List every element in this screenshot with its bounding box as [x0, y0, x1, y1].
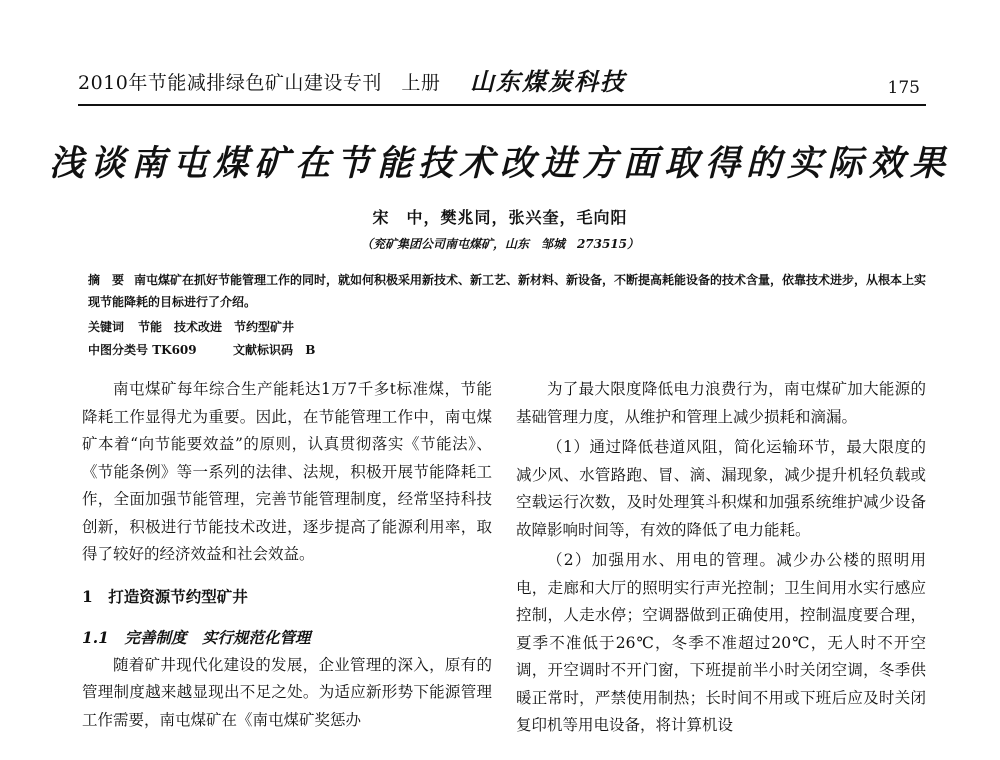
- keywords: [88, 318, 294, 335]
- keywords-label: 关键词: [88, 320, 125, 334]
- journal-logo: 山东煤炭科技: [470, 67, 626, 96]
- subsection-heading: 1.1 完善制度 实行规范化管理: [82, 628, 311, 647]
- abstract: [88, 269, 928, 313]
- body-column-left: [82, 376, 492, 734]
- body-paragraph: 随着矿井现代化建设的发展，企业管理的深入，原有的管理制度越来越显现出不足之处。为适应新形势下能源管理工作需要，南屯煤矿在《南屯煤矿奖惩办: [82, 655, 492, 729]
- author-list: 宋 中，樊兆同，张兴奎，毛向阳: [372, 208, 628, 227]
- body-paragraph: （1）通过降低巷道风阻，简化运输环节，最大限度的减少风、水管路跑、冒、滴、漏现象，减少提升机轻负载或空载运行次数，及时处理箕斗积煤和加强系统维护减少设备故障影响时间等，有效的降低了电力能耗。: [516, 438, 926, 539]
- body-paragraph: 南屯煤矿每年综合生产能耗达1万7千多t标准煤，节能降耗工作显得尤为重要。因此，在节能管理工作中，南屯煤矿本着“向节能要效益”的原则，认真贯彻落实《节能法》、《节能条例》等一系列的法律、法规，积极开展节能降耗工作，全面加强节能管理，完善节能管理制度，经常坚持科技创新，积极进行节能技术改进，逐步提高了能源利用率，取得了较好的经济效益和社会效益。: [82, 380, 492, 563]
- clc-code: TK609: [152, 343, 197, 357]
- body-column-right: [516, 376, 926, 740]
- body-paragraph: 为了最大限度降低电力浪费行为，南屯煤矿加大能源的基础管理力度，从维护和管理上减少损耗和滴漏。: [516, 380, 926, 426]
- author-affiliation: （兖矿集团公司南屯煤矿，山东 邹城 273515）: [360, 237, 640, 251]
- doc-code: B: [305, 343, 316, 357]
- running-header: [60, 62, 940, 102]
- abstract-text: 南屯煤矿在抓好节能管理工作的同时，就如何积极采用新技术、新工艺、新材料、新设备，不断提高耗能设备的技术含量，依靠技术进步，从根本上实现节能降耗的目标进行了介绍。: [88, 273, 927, 309]
- clc-label: 中图分类号: [88, 343, 149, 357]
- body-paragraph: （2）加强用水、用电的管理。减少办公楼的照明用电，走廊和大厅的照明实行声光控制；卫生间用水实行感应控制，人走水停；空调器做到正确使用，控制温度要合理，夏季不准低于26℃，冬季不准超过20℃，无人时不开空调，开空调时不开门窗，下班提前半小时关闭空调，冬季供暖正常时，严禁使用制热；长时间不用或下班后应及时关闭复印机等用电设备，将计算机设: [516, 551, 926, 734]
- article-title: 浅谈南屯煤矿在节能技术改进方面取得的实际效果: [48, 143, 951, 184]
- abstract-label: 摘 要: [88, 273, 125, 287]
- classification: [88, 341, 315, 358]
- journal-issue: 2010年节能减排绿色矿山建设专刊 上册: [78, 72, 441, 94]
- keywords-text: 节能 技术改进 节约型矿井: [138, 320, 295, 334]
- doc-code-label: 文献标识码: [233, 343, 294, 357]
- page-number: 175: [887, 78, 920, 98]
- section-heading: 1 打造资源节约型矿井: [82, 586, 248, 606]
- header-rule: [78, 104, 926, 106]
